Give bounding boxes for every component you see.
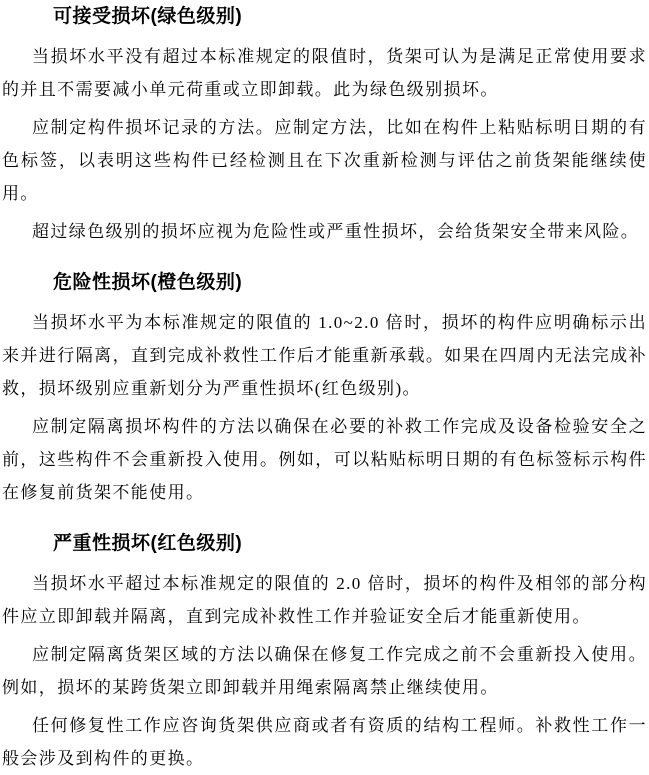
paragraph: 当损坏水平没有超过本标准规定的限值时，货架可认为是满足正常使用要求的并且不需要减小单元荷重或立即卸载。此为绿色级别损坏。 <box>2 47 647 99</box>
heading-severe-damage-red: 严重性损坏(红色级别) <box>53 533 243 554</box>
heading-hazardous-damage-orange: 危险性损坏(橙色级别) <box>53 272 243 293</box>
paragraph: 任何修复性工作应咨询货架供应商或者有资质的结构工程师。补救性工作一般会涉及到构件的更换。 <box>2 716 647 768</box>
paragraph: 当损坏水平超过本标准规定的限值的 2.0 倍时，损坏的构件及相邻的部分构件应立即卸载并隔离，直到完成补救性工作并验证安全后才能重新使用。 <box>2 574 647 626</box>
paragraph: 应制定隔离货架区域的方法以确保在修复工作完成之前不会重新投入使用。例如，损坏的某跨货架立即卸载并用绳索隔离禁止继续使用。 <box>2 645 647 697</box>
paragraph: 当损坏水平为本标准规定的限值的 1.0~2.0 倍时，损坏的构件应明确标示出来并进行隔离，直到完成补救性工作后才能重新承载。如果在四周内无法完成补救，损坏级别应重新划分为严重性损坏(红色级别)。 <box>2 313 647 398</box>
paragraph: 超过绿色级别的损坏应视为危险性或严重性损坏，会给货架安全带来风险。 <box>32 222 640 241</box>
heading-acceptable-damage-green: 可接受损坏(绿色级别) <box>53 6 243 27</box>
paragraph: 应制定隔离损坏构件的方法以确保在必要的补救工作完成及设备检验安全之前，这些构件不会重新投入使用。例如，可以粘贴标明日期的有色标签标示构件在修复前货架不能使用。 <box>2 417 647 502</box>
paragraph: 应制定构件损坏记录的方法。应制定方法，比如在构件上粘贴标明日期的有色标签，以表明这些构件已经检测且在下次重新检测与评估之前货架能继续使用。 <box>2 118 647 203</box>
